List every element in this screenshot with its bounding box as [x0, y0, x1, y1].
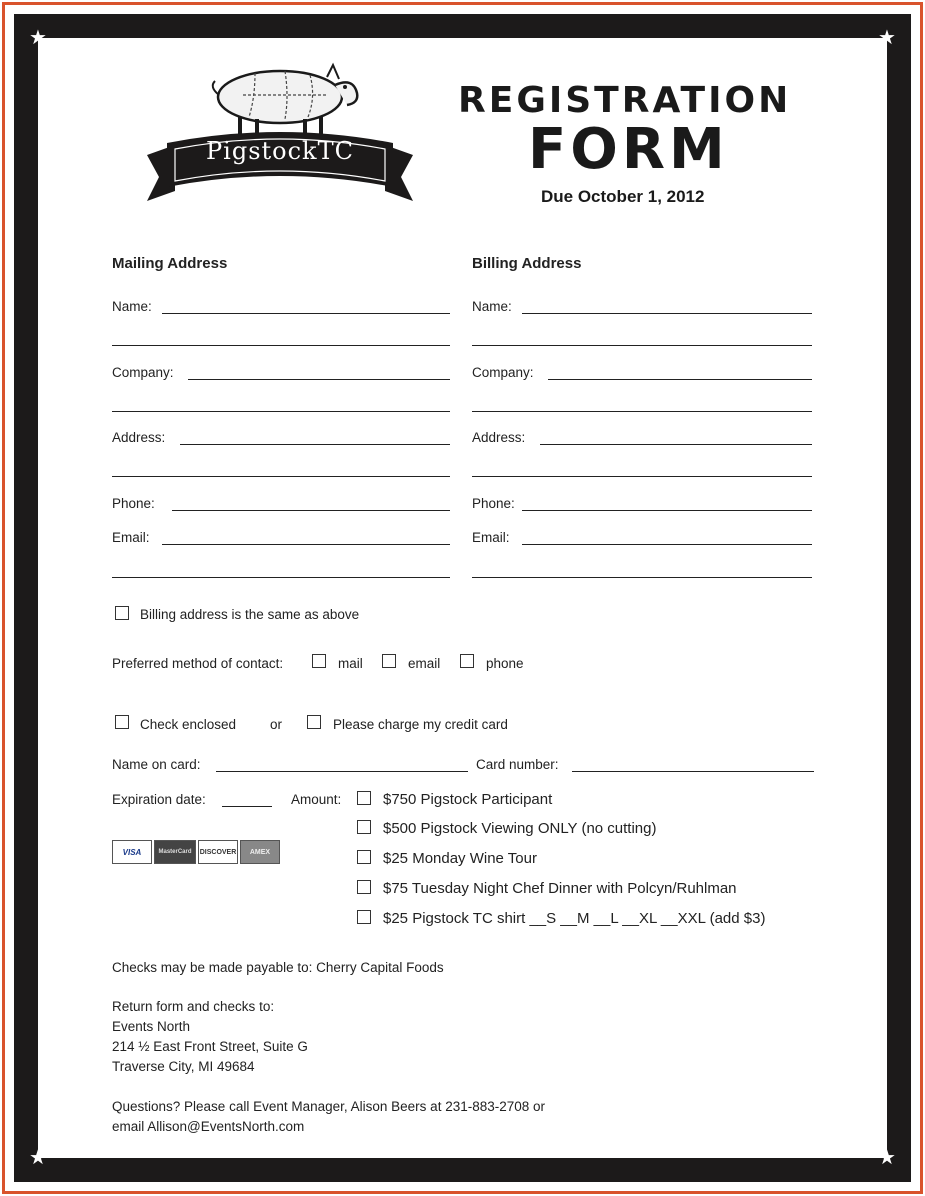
- billing-email-field-2[interactable]: [472, 577, 812, 578]
- billing-same-checkbox[interactable]: [115, 606, 129, 620]
- billing-name-field-2[interactable]: [472, 345, 812, 346]
- amex-logo: AMEX: [240, 840, 280, 864]
- logo-banner-text: PigstockTC: [206, 137, 354, 165]
- amount-750-checkbox[interactable]: [357, 791, 371, 805]
- card-logos: [112, 840, 280, 864]
- card-number-label: Card number:: [476, 757, 559, 772]
- expiration-label: Expiration date:: [112, 792, 206, 807]
- billing-name-field[interactable]: [522, 313, 812, 314]
- amount-shirt-checkbox[interactable]: [357, 910, 371, 924]
- billing-heading: Billing Address: [472, 255, 582, 272]
- mailing-heading: Mailing Address: [112, 255, 228, 272]
- star-icon: ★: [29, 27, 47, 49]
- star-icon: ★: [29, 1147, 47, 1169]
- billing-address-field[interactable]: [540, 444, 812, 445]
- or-text: or: [270, 717, 283, 732]
- mailing-phone-field[interactable]: [172, 510, 450, 511]
- name-on-card-label: Name on card:: [112, 757, 201, 772]
- mastercard-logo: MasterCard: [154, 840, 196, 864]
- billing-phone-label: Phone:: [472, 496, 515, 511]
- billing-same-label: Billing address is the same as above: [140, 607, 360, 622]
- contact-method-label: Preferred method of contact:: [112, 656, 284, 671]
- expiration-field[interactable]: [222, 806, 272, 807]
- contact-mail-checkbox[interactable]: [312, 654, 326, 668]
- amount-wine-tour-checkbox[interactable]: [357, 850, 371, 864]
- mailing-email-field[interactable]: [162, 544, 450, 545]
- billing-phone-field[interactable]: [522, 510, 812, 511]
- star-icon: ★: [878, 27, 896, 49]
- mailing-address-field[interactable]: [180, 444, 450, 445]
- contact-phone-checkbox[interactable]: [460, 654, 474, 668]
- star-icon: ★: [878, 1147, 896, 1169]
- mailing-name-label: Name:: [112, 299, 152, 314]
- amount-chef-dinner-checkbox[interactable]: [357, 880, 371, 894]
- amount-750-label: $750 Pigstock Participant: [383, 791, 553, 808]
- mailing-company-field-2[interactable]: [112, 411, 450, 412]
- billing-company-label: Company:: [472, 365, 534, 380]
- amount-500-label: $500 Pigstock Viewing ONLY (no cutting): [383, 820, 657, 837]
- amount-chef-dinner-label: $75 Tuesday Night Chef Dinner with Polcyn/Ruhlman: [383, 880, 737, 897]
- return-org: Events North: [112, 1019, 191, 1034]
- billing-email-field[interactable]: [522, 544, 812, 545]
- check-enclosed-checkbox[interactable]: [115, 715, 129, 729]
- mailing-email-label: Email:: [112, 530, 150, 545]
- billing-address-field-2[interactable]: [472, 476, 812, 477]
- charge-card-label: Please charge my credit card: [333, 717, 508, 732]
- billing-name-label: Name:: [472, 299, 512, 314]
- amount-500-checkbox[interactable]: [357, 820, 371, 834]
- checks-payable-text: Checks may be made payable to: Cherry Capital Foods: [112, 960, 444, 975]
- form-title-line2: FORM: [528, 117, 729, 182]
- mailing-name-field[interactable]: [162, 313, 450, 314]
- billing-address-label: Address:: [472, 430, 526, 445]
- contact-email-checkbox[interactable]: [382, 654, 396, 668]
- return-city: Traverse City, MI 49684: [112, 1059, 255, 1074]
- check-enclosed-label: Check enclosed: [140, 717, 237, 732]
- visa-logo: VISA: [112, 840, 152, 864]
- amount-shirt-label: $25 Pigstock TC shirt __S __M __L __XL __XXL (add $3): [383, 910, 766, 927]
- charge-card-checkbox[interactable]: [307, 715, 321, 729]
- due-date: Due October 1, 2012: [541, 187, 705, 206]
- questions-line1: Questions? Please call Event Manager, Alison Beers at 231-883-2708 or: [112, 1099, 546, 1114]
- questions-line2: email Allison@EventsNorth.com: [112, 1119, 305, 1134]
- billing-company-field[interactable]: [548, 379, 812, 380]
- billing-company-field-2[interactable]: [472, 411, 812, 412]
- mailing-address-label: Address:: [112, 430, 166, 445]
- mailing-phone-label: Phone:: [112, 496, 155, 511]
- name-on-card-field[interactable]: [216, 771, 468, 772]
- discover-logo: DISCOVER: [198, 840, 238, 864]
- mailing-email-field-2[interactable]: [112, 577, 450, 578]
- return-street: 214 ½ East Front Street, Suite G: [112, 1039, 308, 1054]
- contact-phone-label: phone: [486, 656, 524, 671]
- return-label: Return form and checks to:: [112, 999, 275, 1014]
- contact-email-label: email: [408, 656, 441, 671]
- amount-wine-tour-label: $25 Monday Wine Tour: [383, 850, 537, 867]
- mailing-address-field-2[interactable]: [112, 476, 450, 477]
- mailing-company-label: Company:: [112, 365, 174, 380]
- mailing-company-field[interactable]: [188, 379, 450, 380]
- pig-icon: [145, 55, 415, 205]
- pigstock-logo: [145, 55, 415, 205]
- form-title-line1: REGISTRATION: [458, 80, 792, 121]
- amount-label: Amount:: [291, 792, 342, 807]
- card-number-field[interactable]: [572, 771, 814, 772]
- mailing-name-field-2[interactable]: [112, 345, 450, 346]
- billing-email-label: Email:: [472, 530, 510, 545]
- contact-mail-label: mail: [338, 656, 363, 671]
